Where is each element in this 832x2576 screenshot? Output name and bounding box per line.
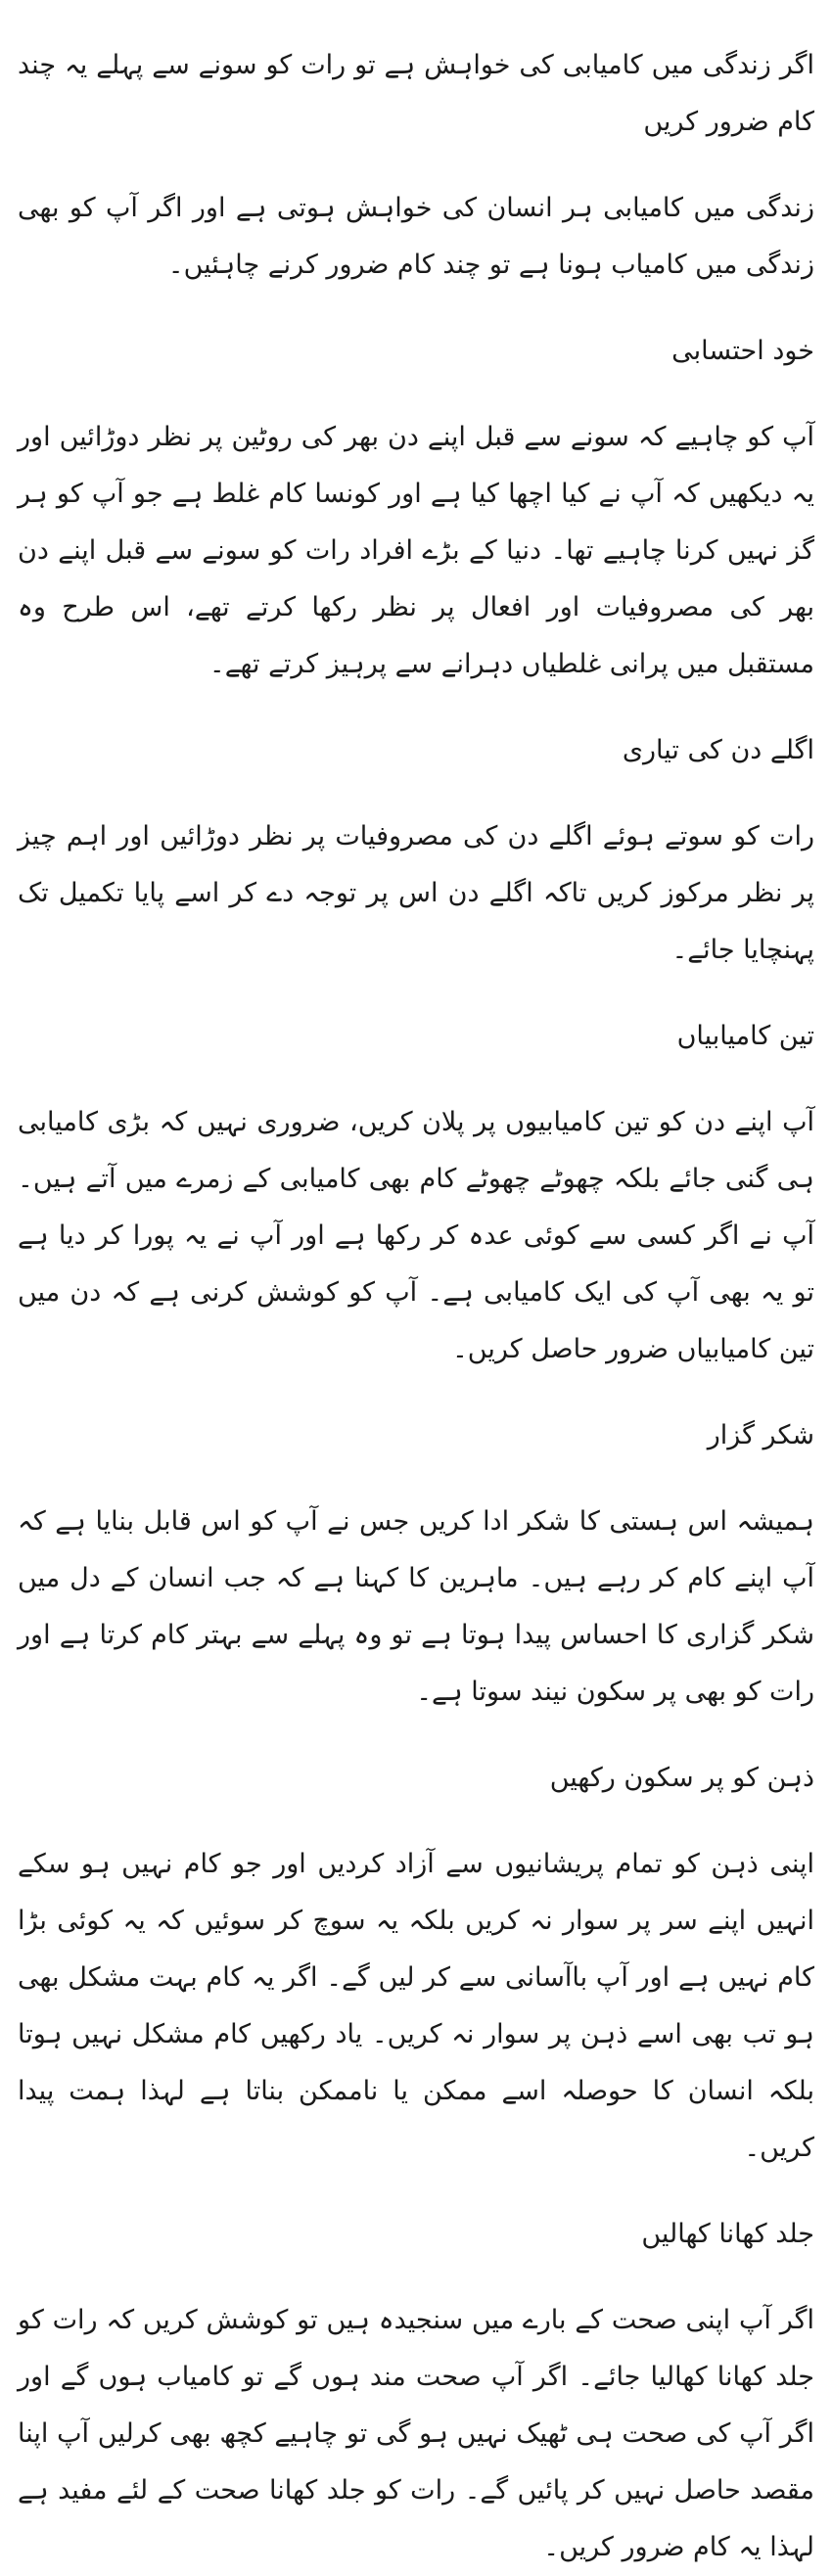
- section-text-self-accountability: آپ کو چاہیے کہ سونے سے قبل اپنے دن بھر کی روٹین پر نظر دوڑائیں اور یہ دیکھیں کہ آپ نے کیا اچھا کیا ہے اور کونسا کام غلط ہے جو آپ کو ہر گز نہیں کرنا چاہیے تھا۔ دنیا کے بڑے افراد رات کو سونے سے قبل اپنے دن بھر کی مصروفیات اور افعال پر نظر رکھا کرتے تھے، اس طرح وہ مستقبل میں پرانی غلطیاں دہرانے سے پرہیز کرتے تھے۔: [18, 422, 814, 679]
- section-heading-self-accountability: خود احتسابی: [671, 336, 814, 366]
- section-heading-calm-mind: ذہن کو پر سکون رکھیں: [549, 1763, 814, 1793]
- section-text-three-successes: آپ اپنے دن کو تین کامیابیوں پر پلان کریں، ضروری نہیں کہ بڑی کامیابی ہی گنی جائے بلکہ چھوٹے چھوٹے کام بھی کامیابی کے زمرے میں آتے ہیں۔ آپ نے اگر کسی سے کوئی عدہ کر رکھا ہے اور آپ نے یہ پورا کر دیا ہے تو یہ بھی آپ کی ایک کامیابی ہے۔ آپ کو کوشش کرنی ہے کہ دن میں تین کامیابیاں ضرور حاصل کریں۔: [18, 1107, 814, 1364]
- section-heading-gratitude: شکر گزار: [707, 1420, 814, 1450]
- section-text-early-dinner: اگر آپ اپنی صحت کے بارے میں سنجیدہ ہیں تو کوشش کریں کہ رات کو جلد کھانا کھالیا جائے۔ اگر آپ صحت مند ہوں گے تو کامیاب ہوں گے اور اگر آپ کی صحت ہی ٹھیک نہیں ہو گی تو چاہیے کچھ بھی کرلیں آپ اپنا مقصد حاصل نہیں کر پائیں گے۔ رات کو جلد کھانا صحت کے لئے مفید ہے لہذا یہ کام ضرور کریں۔: [18, 2305, 814, 2562]
- section-heading-three-successes: تین کامیابیاں: [676, 1021, 814, 1051]
- section-text-calm-mind: اپنی ذہن کو تمام پریشانیوں سے آزاد کردیں اور جو کام نہیں ہو سکے انہیں اپنے سر پر سوار نہ کریں بلکہ یہ سوچ کر سوئیں کہ یہ کوئی بڑا کام نہیں ہے اور آپ باآسانی سے کر لیں گے۔ اگر یہ کام بہت مشکل بھی ہو تب بھی اسے ذہن پر سوار نہ کریں۔ یاد رکھیں کام مشکل نہیں ہوتا بلکہ انسان کا حوصلہ اسے ممکن یا ناممکن بناتا ہے لہذا ہمت پیدا کریں۔: [18, 1849, 814, 2163]
- intro-paragraph-2: زندگی میں کامیابی ہر انسان کی خواہش ہوتی ہے اور اگر آپ کو بھی زندگی میں کامیاب ہونا ہے تو چند کام ضرور کرنے چاہئیں۔: [18, 193, 814, 280]
- intro-paragraph-1: اگر زندگی میں کامیابی کی خواہش ہے تو رات کو سونے سے پہلے یہ چند کام ضرور کریں: [18, 50, 814, 137]
- section-text-gratitude: ہمیشہ اس ہستی کا شکر ادا کریں جس نے آپ کو اس قابل بنایا ہے کہ آپ اپنے کام کر رہے ہیں۔ ماہرین کا کہنا ہے کہ جب انسان کے دل میں شکر گزاری کا احساس پیدا ہوتا ہے تو وہ پہلے سے بہتر کام کرتا ہے اور رات کو بھی پر سکون نیند سوتا ہے۔: [18, 1506, 814, 1707]
- section-heading-early-dinner: جلد کھانا کھالیں: [641, 2219, 814, 2249]
- section-heading-next-day-prep: اگلے دن کی تیاری: [622, 735, 814, 765]
- section-text-next-day-prep: رات کو سوتے ہوئے اگلے دن کی مصروفیات پر نظر دوڑائیں اور اہم چیز پر نظر مرکوز کریں تاکہ اگلے دن اس پر توجہ دے کر اسے پایا تکمیل تک پہنچایا جائے۔: [18, 821, 814, 965]
